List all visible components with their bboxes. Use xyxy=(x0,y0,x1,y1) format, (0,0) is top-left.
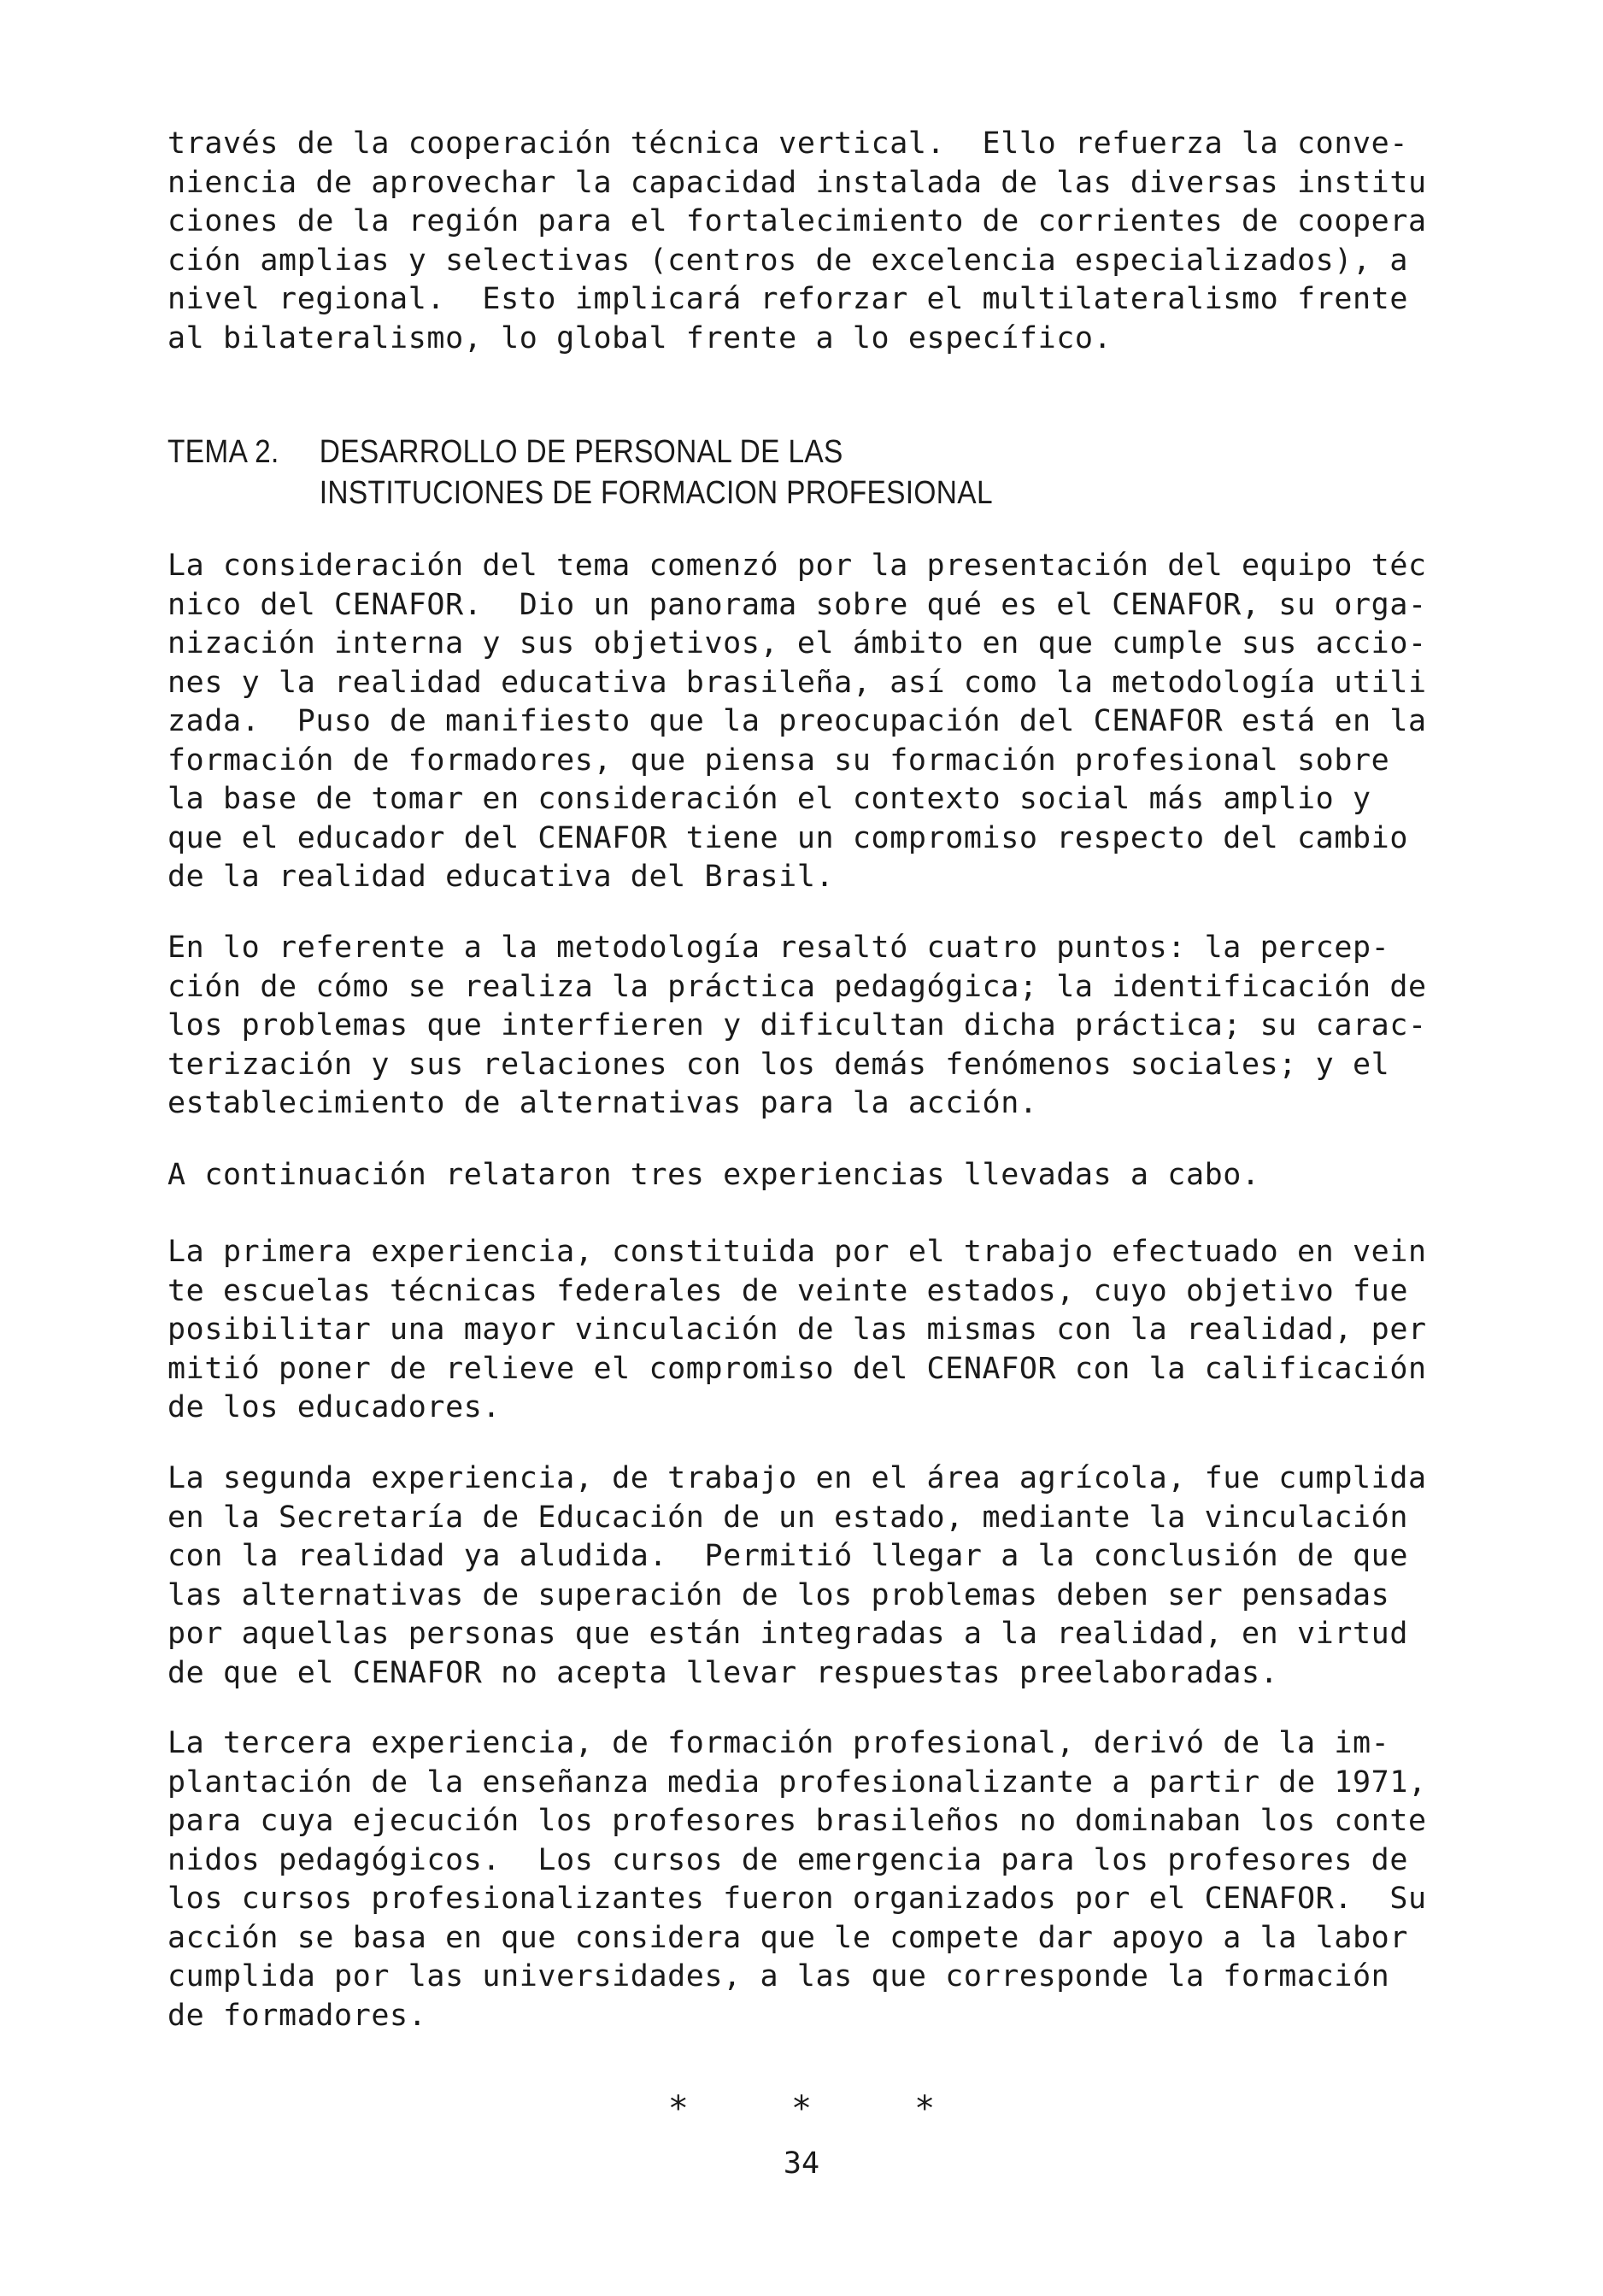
paragraph-experiences-intro: A continuación relataron tres experiencias llevadas a cabo. xyxy=(167,1158,1260,1192)
paragraph-third-experience: La tercera experiencia, de formación profesional, derivó de la im- plantación de la enseñanza media profesionalizante a partir de 1971, para cuya ejecución los profesores brasileños no dominaban los conte nidos pedagógicos. Los cursos de emergencia para los profesores de los cursos profesionalizantes fueron organizados por el CENAFOR. Su acción se basa en que considera que le compete dar apoyo a la labor cumplida por las universidades, a las que corresponde la formación de formadores. xyxy=(167,1726,1427,2033)
section-title-line-1: DESARROLLO DE PERSONAL DE LAS xyxy=(319,434,843,470)
paragraph-second-experience: La segunda experiencia, de trabajo en el área agrícola, fue cumplida en la Secretaría de Educación de un estado, mediante la vinculación con la realidad ya aludida. Permitió llegar a la conclusión de que las alternativas de superación de los problemas deben ser pensadas por aquellas personas que están integradas a la realidad, en virtud de que el CENAFOR no acepta llevar respuestas preelaboradas. xyxy=(167,1461,1427,1690)
section-number: TEMA 2. xyxy=(167,434,279,470)
section-title-line-2: INSTITUCIONES DE FORMACION PROFESIONAL xyxy=(319,475,993,511)
page-number: 34 xyxy=(783,2146,820,2181)
paragraph-cenafor-presentation: La consideración del tema comenzó por la presentación del equipo téc nico del CENAFOR. Dio un panorama sobre qué es el CENAFOR, su orga- nización interna y sus objetivos, el ámbito en que cumple sus accio- nes y la realidad educativa brasileña, así como la metodología utili zada. Puso de manifiesto que la preocupación del CENAFOR está en la formación de formadores, que piensa su formación profesional sobre la base de tomar en consideración el contexto social más amplio y que el educador del CENAFOR tiene un compromiso respecto del cambio de la realidad educativa del Brasil. xyxy=(167,549,1427,894)
paragraph-methodology: En lo referente a la metodología resaltó cuatro puntos: la percep- ción de cómo se realiza la práctica pedagógica; la identificación de los problemas que interfieren y dificultan dicha práctica; su carac- terización y sus relaciones con los demás fenómenos sociales; y el establecimiento de alternativas para la acción. xyxy=(167,931,1427,1120)
paragraph-first-experience: La primera experiencia, constituida por el trabajo efectuado en vein te escuelas técnicas federales de veinte estados, cuyo objetivo fue posibilitar una mayor vinculación de las mismas con la realidad, per mitió poner de relieve el compromiso del CENAFOR con la calificación de los educadores. xyxy=(167,1235,1427,1424)
section-heading xyxy=(167,432,993,514)
section-separator: * * * xyxy=(667,2089,977,2129)
intro-paragraph: través de la cooperación técnica vertical. Ello refuerza la conve- niencia de aprovechar la capacidad instalada de las diversas institu ciones de la región para el fortalecimiento de corrientes de coopera ción amplias y selectivas (centros de excelencia especializados), a nivel regional. Esto implicará reforzar el multilateralismo frente al bilateralismo, lo global frente a lo específico. xyxy=(167,126,1427,355)
